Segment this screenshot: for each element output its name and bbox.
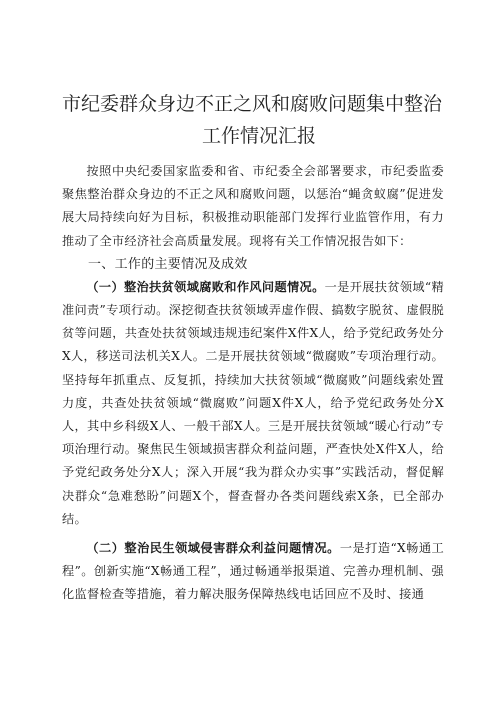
subsection-2-text: 一是打造“X畅通工程”。创新实施“X畅通工程”，通过畅通举报渠道、完善办理机制、强化监督检查等措施，着力解决服务保障热线电话回应不及时、接通 (62, 541, 445, 602)
subsection-2-paragraph (62, 537, 444, 607)
intro-paragraph: 按照中央纪委国家监委和省、市纪委全会部署要求，市纪委监委聚焦整治群众身边的不正之风和腐败问题，以惩治“蝇贪蚁腐”促进发展大局持续向好为目标，积极推动职能部门发挥行业监管作用，有力推动了全市经济社会高质量发展。现将有关工作情况报告如下： (62, 164, 444, 248)
document-body (62, 160, 444, 607)
subsection-1-heading: （一）整治扶贫领域腐败和作风问题情况。 (86, 279, 325, 294)
title-line-2: 工作情况汇报 (202, 125, 317, 147)
title-line-1: 市纪委群众身边不正之风和腐败问题集中整治 (62, 93, 443, 115)
subsection-1-text: 一是开展扶贫领域“精准问责”专项行动。深挖彻查扶贫领域弄虚作假、搞数字脱贫、虚假脱贫等问题，共查处扶贫领域违规违纪案件X件X人，给予党纪政务处分X人，移送司法机关X人。二是开展扶贫领域“微腐败”专项治理行动。坚持每年抓重点、反复抓，持续加大扶贫领域“微腐败”问题线索处置力度，共查处扶贫领域“微腐败”问题X件X人，给予党纪政务处分X人，其中乡科级X人、一般干部X人。三是开展扶贫领域“暖心行动”专项治理行动。聚焦民生领域损害群众利益问题，严查快处X件X人，给予党纪政务处分X人；深入开展“我为群众办实事”实践活动，督促解决群众“急难愁盼”问题X个，督查督办各类问题线索X条，已全部办结。 (62, 279, 444, 526)
subsection-2-heading: （二）整治民生领域侵害群众利益问题情况。 (86, 541, 340, 556)
subsection-1-paragraph (62, 276, 444, 531)
document-title (62, 88, 444, 152)
section-1-heading: 一、工作的主要情况及成效 (88, 256, 248, 272)
